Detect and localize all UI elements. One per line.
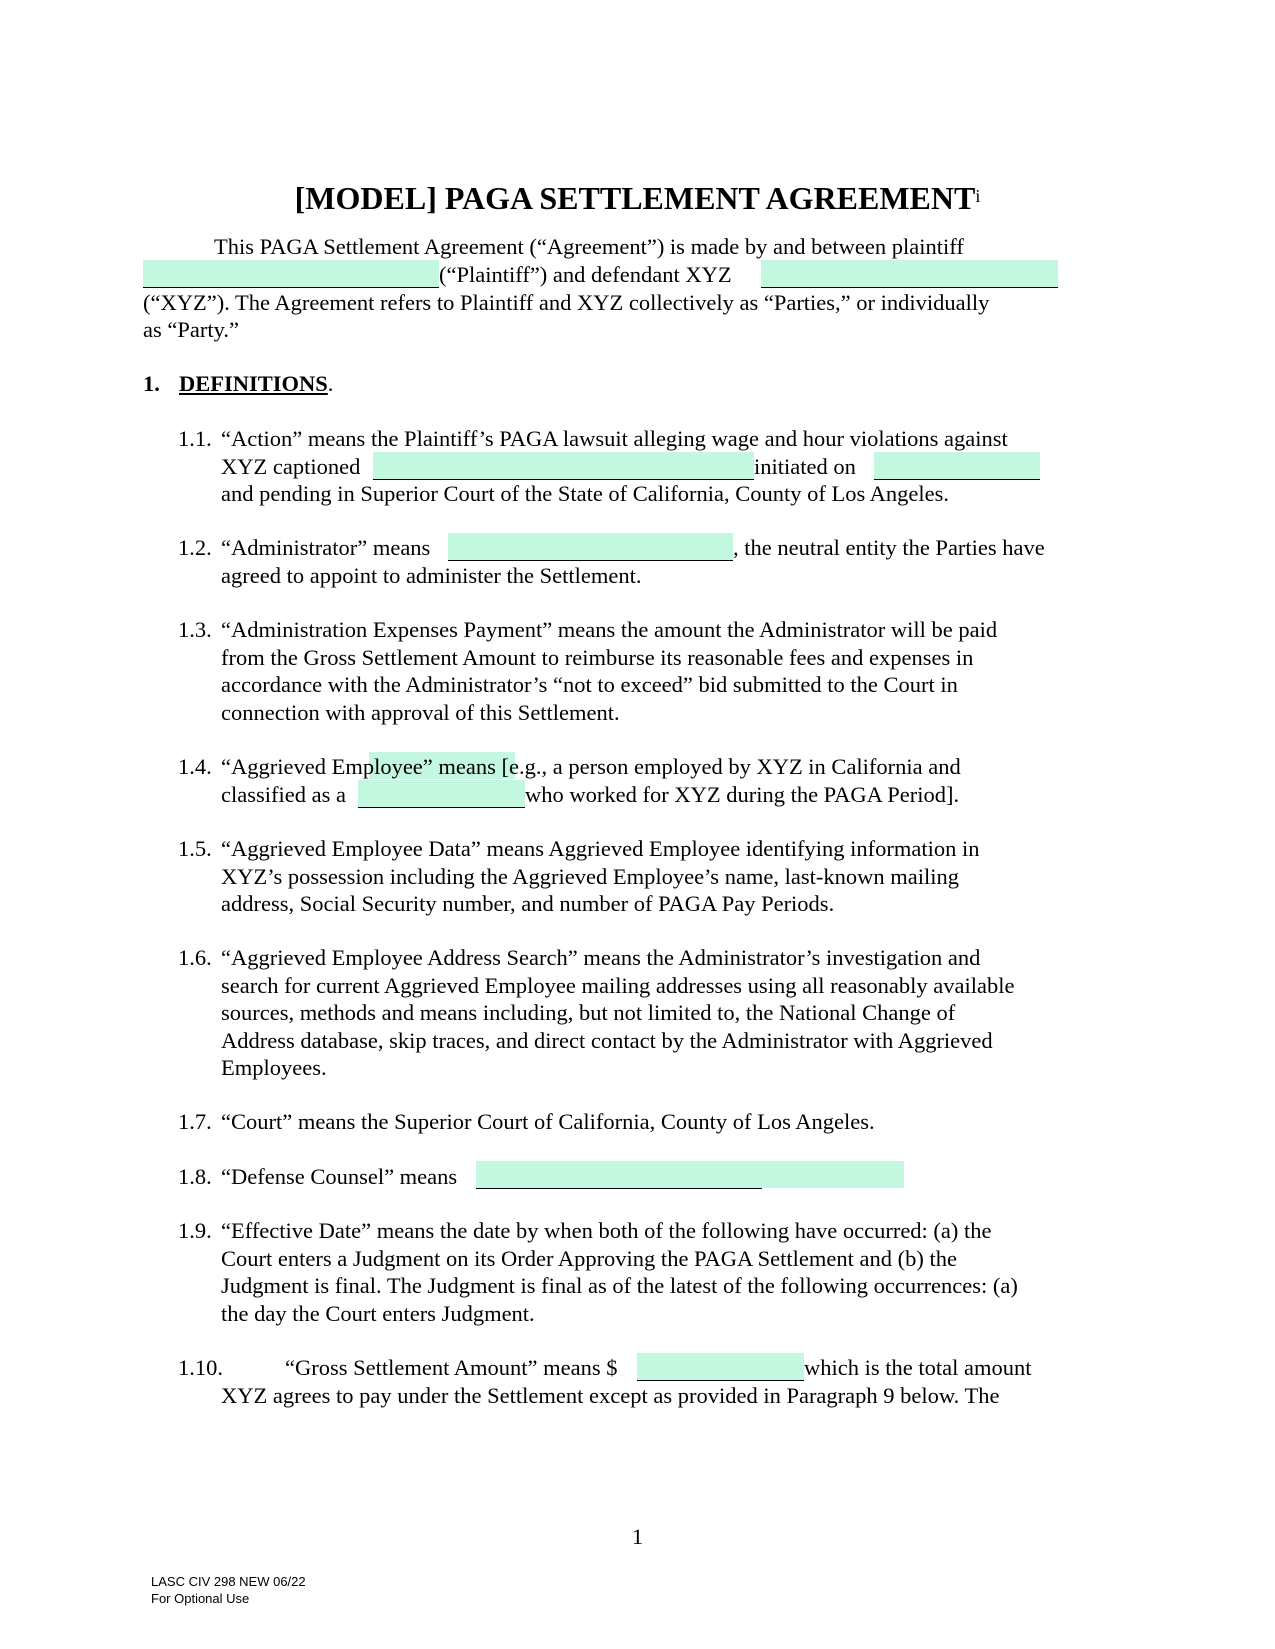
endnote-marker[interactable]: i: [975, 186, 981, 206]
def-1-6-line-5: Employees.: [221, 1055, 327, 1080]
def-1-4-number: 1.4.: [178, 754, 212, 779]
def-1-1-number: 1.1.: [178, 426, 212, 451]
def-1-9-line-4: the day the Court enters Judgment.: [221, 1301, 535, 1326]
def-1-6-line-4: Address database, skip traces, and direct contact by the Administrator with Aggrieved: [221, 1028, 993, 1053]
def-1-7-line-1: “Court” means the Superior Court of California, County of Los Angeles.: [221, 1109, 875, 1134]
def-1-2-number: 1.2.: [178, 535, 212, 560]
def-1-8-line-1: “Defense Counsel” means: [221, 1164, 458, 1189]
def-1-6-line-2: search for current Aggrieved Employee mailing addresses using all reasonably available: [221, 973, 1015, 998]
section-number: 1.: [143, 371, 160, 396]
def-1-8-number: 1.8.: [178, 1164, 212, 1189]
section-heading: [179, 370, 333, 398]
intro-line-2: (“Plaintiff”) and defendant XYZ: [439, 262, 732, 287]
def-1-2-line-1a: “Administrator” means: [221, 535, 431, 560]
section-heading-period: .: [327, 371, 334, 396]
footer-optional-use: For Optional Use: [151, 1591, 250, 1606]
def-1-5-line-1: “Aggrieved Employee Data” means Aggrieved Employee identifying information in: [221, 836, 980, 861]
document-title: [0, 178, 1275, 218]
def-1-9-line-2: Court enters a Judgment on its Order Approving the PAGA Settlement and (b) the: [221, 1246, 957, 1271]
intro-line-4: as “Party.”: [143, 317, 239, 342]
def-1-3-number: 1.3.: [178, 617, 212, 642]
defendant-name-field[interactable]: [761, 260, 1058, 288]
def-1-4-line-2b: who worked for XYZ during the PAGA Period].: [525, 782, 960, 807]
administrator-name-field[interactable]: [448, 533, 733, 561]
def-1-9-line-3: Judgment is final. The Judgment is final as of the latest of the following occurrences: (a): [221, 1273, 1018, 1298]
gross-settlement-amount-field[interactable]: [637, 1353, 804, 1381]
def-1-7-number: 1.7.: [178, 1109, 212, 1134]
def-1-4-line-2a: classified as a: [221, 782, 346, 807]
def-1-6-number: 1.6.: [178, 945, 212, 970]
def-1-3-line-1: “Administration Expenses Payment” means the amount the Administrator will be paid: [221, 617, 998, 642]
def-1-1-line-2a: XYZ captioned: [221, 454, 361, 479]
def-1-6-line-1: “Aggrieved Employee Address Search” means the Administrator’s investigation and: [221, 945, 981, 970]
def-1-10-number: 1.10.: [178, 1355, 223, 1380]
def-1-10-line-1a: “Gross Settlement Amount” means $: [285, 1355, 618, 1380]
action-initiated-date-field[interactable]: [874, 452, 1040, 480]
def-1-4-line-1: “Aggrieved Employee” means [e.g., a person employed by XYZ in California and: [221, 754, 961, 779]
def-1-5-line-2: XYZ’s possession including the Aggrieved Employee’s name, last-known mailing: [221, 864, 960, 889]
intro-line-1: This PAGA Settlement Agreement (“Agreement”) is made by and between plaintiff: [214, 234, 964, 259]
def-1-5-number: 1.5.: [178, 836, 212, 861]
employee-classification-field[interactable]: [358, 780, 525, 808]
def-1-1-line-2b: initiated on: [754, 454, 856, 479]
footer-form-id: LASC CIV 298 NEW 06/22: [151, 1574, 306, 1589]
def-1-3-line-3: accordance with the Administrator’s “not to exceed” bid submitted to the Court in: [221, 672, 958, 697]
def-1-2-line-1b: , the neutral entity the Parties have: [733, 535, 1045, 560]
plaintiff-name-field[interactable]: [143, 260, 439, 288]
def-1-10-line-1b: which is the total amount: [804, 1355, 1032, 1380]
def-1-9-line-1: “Effective Date” means the date by when both of the following have occurred: (a) the: [221, 1218, 992, 1243]
def-1-6-line-3: sources, methods and means including, but not limited to, the National Change of: [221, 1000, 956, 1025]
action-caption-field[interactable]: [373, 452, 754, 480]
def-1-9-number: 1.9.: [178, 1218, 212, 1243]
def-1-1-line-3: and pending in Superior Court of the State of California, County of Los Angeles.: [221, 481, 950, 506]
title-text: [MODEL] PAGA SETTLEMENT AGREEMENT: [294, 180, 976, 216]
page-number: 1: [631, 1524, 644, 1549]
section-heading-text: DEFINITIONS: [179, 371, 328, 396]
def-1-1-line-1: “Action” means the Plaintiff’s PAGA lawsuit alleging wage and hour violations against: [221, 426, 1008, 451]
def-1-5-line-3: address, Social Security number, and number of PAGA Pay Periods.: [221, 891, 835, 916]
def-1-10-line-2: XYZ agrees to pay under the Settlement except as provided in Paragraph 9 below. The: [221, 1383, 1000, 1408]
def-1-2-line-2: agreed to appoint to administer the Settlement.: [221, 563, 642, 588]
def-1-3-line-2: from the Gross Settlement Amount to reimburse its reasonable fees and expenses in: [221, 645, 974, 670]
intro-line-3: (“XYZ”). The Agreement refers to Plaintiff and XYZ collectively as “Parties,” or individually: [143, 290, 990, 315]
defense-counsel-field[interactable]: [476, 1161, 762, 1189]
def-1-3-line-4: connection with approval of this Settlement.: [221, 700, 620, 725]
